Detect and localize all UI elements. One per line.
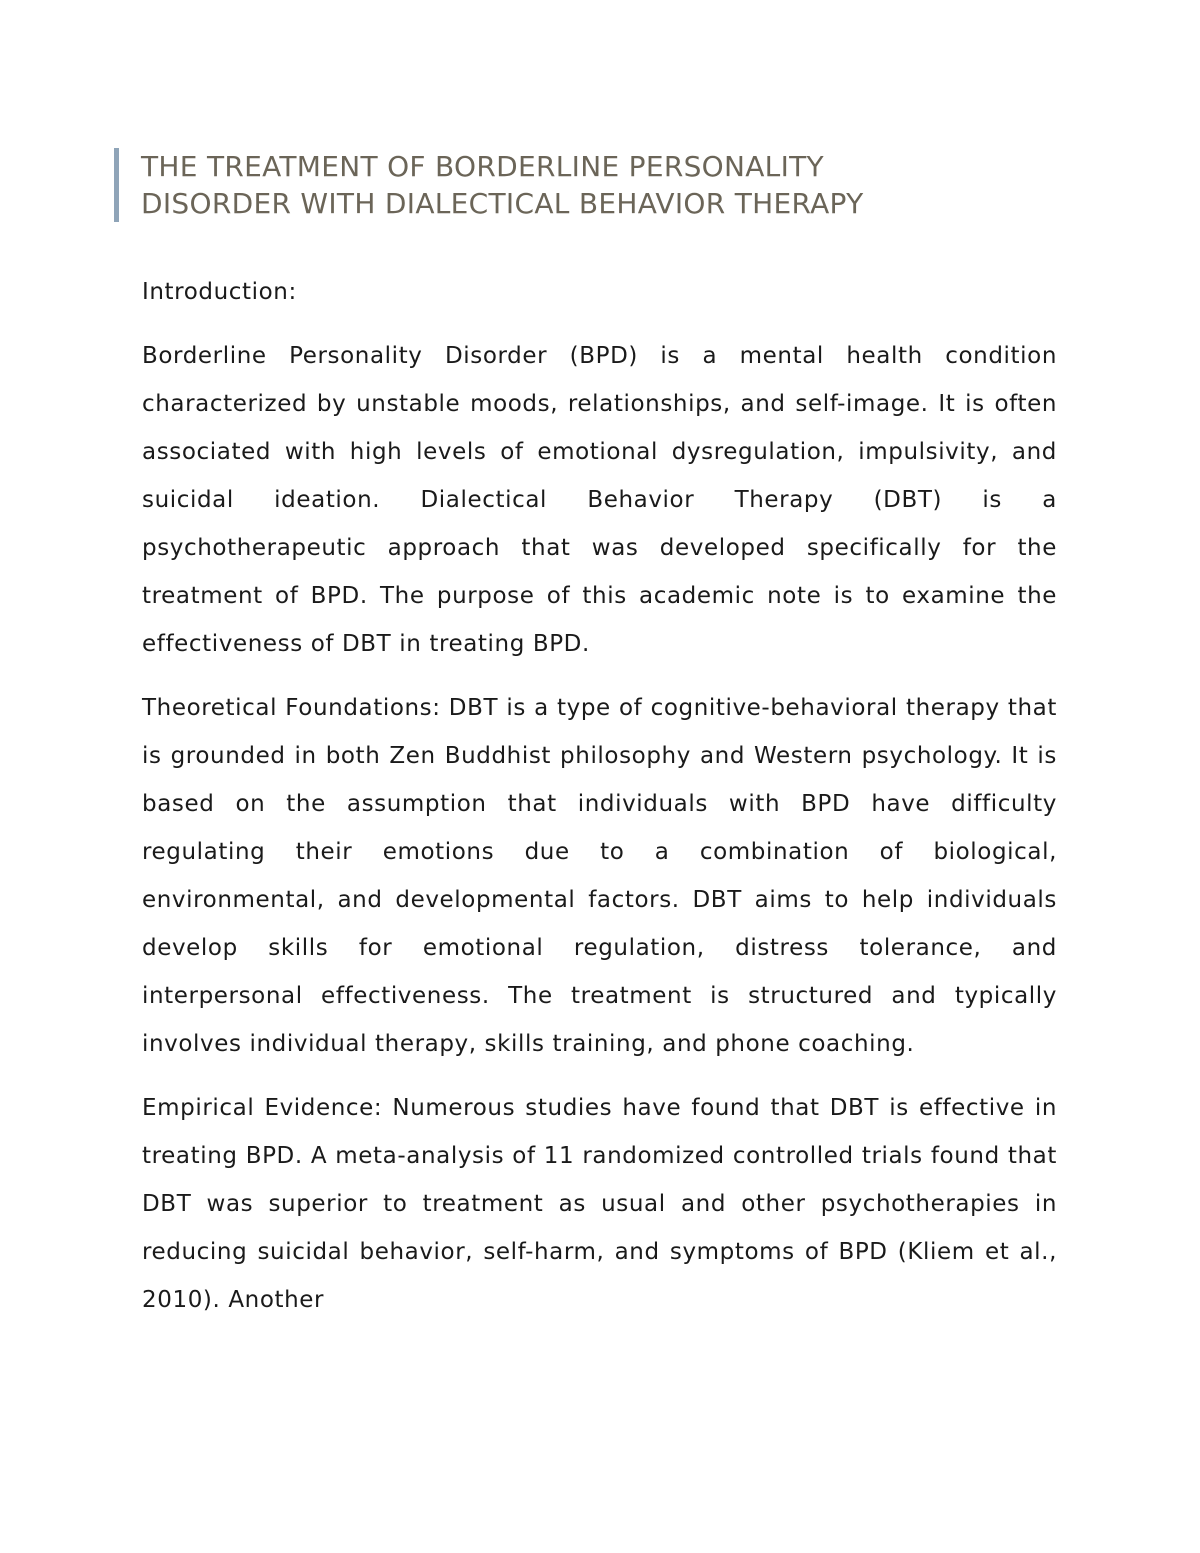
document-title: [114, 148, 1101, 222]
paragraph-theoretical-foundations: Theoretical Foundations: DBT is a type of cognitive-behavioral therapy that is grounded in both Zen Buddhist philosophy and Western psychology. It is based on the assumption that individuals with BPD have difficulty regulating their emotions due to a combination of biological, environmental, and developmental factors. DBT aims to help individuals develop skills for emotional regulation, distress tolerance, and interpersonal effectiveness. The treatment is structured and typically involves individual therapy, skills training, and phone coaching.: [142, 695, 1057, 1057]
document-body: [142, 268, 1057, 1340]
paragraph-empirical-evidence: Empirical Evidence: Numerous studies have found that DBT is effective in treating BPD. A meta-analysis of 11 randomized controlled trials found that DBT was superior to treatment as usual and other psychotherapies in reducing suicidal behavior, self-harm, and symptoms of BPD (Kliem et al., 2010). Another: [142, 1095, 1057, 1313]
paragraph-introduction: Borderline Personality Disorder (BPD) is a mental health condition characterized by unstable moods, relationships, and self-image. It is often associated with high levels of emotional dysregulation, impulsivity, and suicidal ideation. Dialectical Behavior Therapy (DBT) is a psychotherapeutic approach that was developed specifically for the treatment of BPD. The purpose of this academic note is to examine the effectiveness of DBT in treating BPD.: [142, 343, 1057, 657]
title-line-1: THE TREATMENT OF BORDERLINE PERSONALITY: [141, 150, 824, 183]
introduction-heading: Introduction:: [142, 279, 297, 305]
title-line-2: DISORDER WITH DIALECTICAL BEHAVIOR THERAPY: [141, 187, 864, 220]
